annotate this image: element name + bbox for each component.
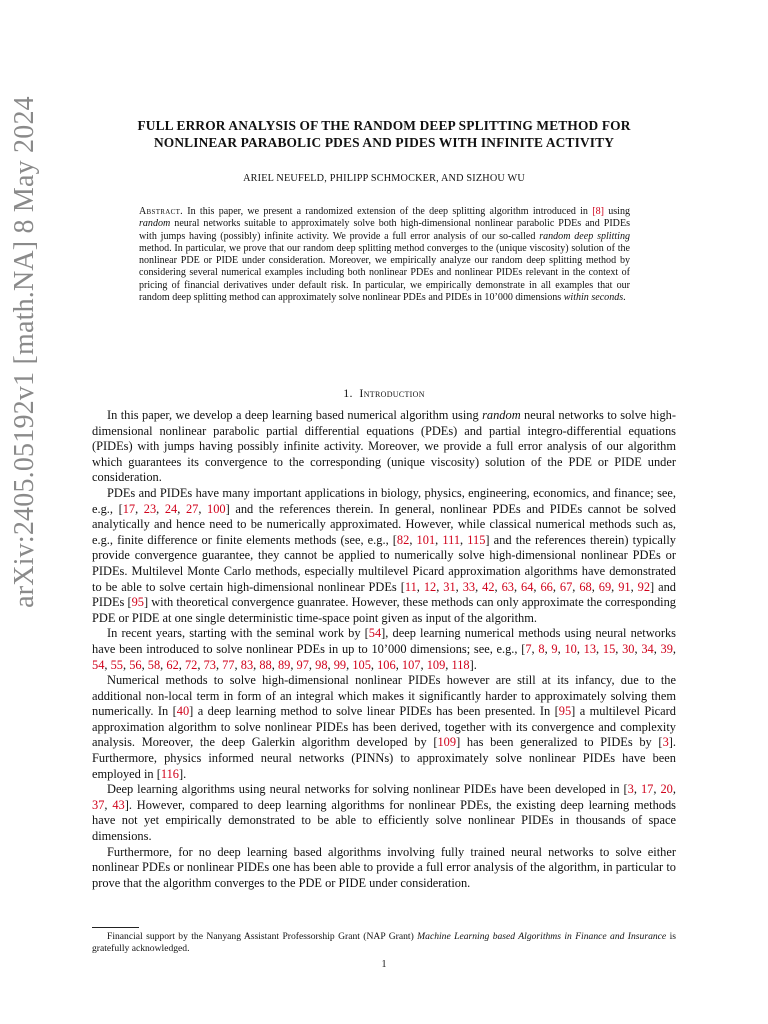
paragraph-text: ] a multilevel Picard approximation algorithm to solve nonlinear PIDEs has been derived, together with its convergence and complexity analysis. Moreover, the deep Galerkin algorithm developed by [	[92, 704, 676, 750]
citation-link[interactable]: 55	[110, 657, 123, 672]
citation-link[interactable]: 15	[602, 641, 616, 656]
paragraph-6: Furthermore, for no deep learning based algorithms involving fully trained neural networks to solve either nonlinear PDEs or nonlinear PIDEs one has been able to provide a full error analysis of the algorithm, in particular to prove that the algorithm converges to the PDE or PIDE under consideration.	[92, 844, 676, 890]
citation-list: 3, 17, 20, 37, 43	[92, 782, 676, 812]
abstract-emphasis: random deep splitting	[539, 230, 631, 242]
section-heading	[90, 386, 678, 401]
citation-link[interactable]: 118	[451, 657, 470, 672]
citation-link[interactable]: 33	[462, 579, 476, 594]
citation-link[interactable]: 8	[538, 641, 545, 656]
abstract-emphasis: within seconds	[563, 292, 624, 304]
abstract-text: neural networks suitable to approximately solve both high-dimensional nonlinear parabolic PDEs and PIDEs with jumps having (possibly) infinite activity. We provide a full error analysis of our so-called	[139, 218, 630, 242]
citation-link[interactable]: 27	[185, 501, 199, 516]
citation-list: 11, 12, 31, 33, 42, 63, 64, 66, 67, 68, 69, 91, 92	[404, 579, 651, 594]
citation-link[interactable]: 11	[404, 579, 417, 594]
emphasis: random	[482, 408, 521, 422]
citation-link[interactable]: 3	[627, 782, 634, 797]
paragraph-text: ] and the references therein) typically provide convergence guarantee, they cannot be applied to numerically solve high-dimensional nonlinear PDEs or PIDEs. Multilevel Monte Carlo methods, especially multilevel Picard approximation algorithms have demonstrated to be able to solve certain high-dimensional nonlinear PDEs [	[92, 532, 676, 594]
paper-title	[90, 117, 678, 151]
citation-link[interactable]: 34	[641, 641, 654, 656]
paragraph-text: ] and the references therein. In general, nonlinear PDEs and PIDEs cannot be solved analytically and hence need to be numerically approximated. However, while classical numerical methods such as, e.g., finite difference or finite elements methods (see, e.g., [	[92, 501, 676, 547]
paragraph-text: ] a deep learning method to solve linear PIDEs has been presented. In [	[189, 704, 559, 719]
citation-link[interactable]: 101	[416, 532, 436, 547]
citation-link[interactable]: 73	[203, 657, 216, 672]
citation-link[interactable]: 39	[660, 641, 673, 656]
footnote-rule	[92, 927, 139, 928]
footnote	[92, 931, 676, 955]
citation-link[interactable]: 109	[426, 657, 446, 672]
citation-link[interactable]: 17	[122, 501, 136, 516]
citation-link[interactable]: 109	[437, 735, 457, 750]
citation-link[interactable]: 17	[640, 782, 654, 797]
citation-link[interactable]: 89	[277, 657, 291, 672]
citation-link[interactable]: 116	[160, 766, 179, 781]
section-number: 1.	[343, 386, 353, 400]
paragraph-2: PDEs and PIDEs have many important applications in biology, physics, engineering, economics, and finance; see, e.g., [17, 23, 24, 27, 100] and the references therein. In general, nonlinear PDEs and PIDEs cannot be solved analytically and hence need to be numerically approximated. However, while classical numerical methods such as, e.g., finite difference or finite elements methods (see, e.g., [82, 101, 111, 115] and the references therein) typically provide convergence guarantee, they cannot be applied to numerically solve high-dimensional nonlinear PDEs or PIDEs. Multilevel Monte Carlo methods, especially multilevel Picard approximation algorithms have demonstrated to be able to solve certain high-dimensional nonlinear PDEs [11, 12, 31, 33, 42, 63, 64, 66, 67, 68, 69, 91, 92] and PIDEs [95] with theoretical convergence guanratee. However, these methods can only approximate the corresponding PDE or PIDE at one single deterministic time-space point given as input of the algorithm.	[92, 485, 676, 625]
paragraph-5	[92, 782, 676, 844]
paragraph-text: ].	[178, 766, 187, 781]
citation-link[interactable]: 58	[147, 657, 161, 672]
paragraph-text: ] has been generalized to PIDEs by [	[456, 735, 663, 750]
paragraph-text: ] with theoretical convergence guanratee. However, these methods can only approximate the corresponding PDE or PIDE at one single deterministic time-space point given as input of the algorithm.	[92, 595, 676, 625]
abstract-text: .	[623, 292, 626, 304]
title-line-1: FULL ERROR ANALYSIS OF THE RANDOM DEEP SPLITTING METHOD FOR	[137, 118, 631, 133]
citation-link[interactable]: 10	[564, 641, 577, 656]
paragraph-text: ] and PIDEs [	[92, 579, 676, 610]
citation-link[interactable]: 100	[207, 501, 226, 516]
citation-link[interactable]: 54	[92, 657, 105, 672]
citation-link[interactable]: 31	[443, 579, 456, 594]
section-title: Introduction	[359, 386, 425, 400]
citation-link[interactable]: 37	[92, 797, 105, 812]
citation-link[interactable]: 105	[352, 657, 371, 672]
footnote-emphasis: Machine Learning based Algorithms in Finance and Insurance	[417, 931, 667, 942]
paragraph-text: ]. Furthermore, physics informed neural networks (PINNs) to approximately solve nonlinear PIDEs have been employed in [	[92, 735, 676, 781]
citation-link[interactable]: 91	[618, 579, 631, 594]
paragraph-3	[92, 626, 676, 673]
citation-link[interactable]: 20	[660, 782, 673, 797]
citation-link[interactable]: 99	[333, 657, 347, 672]
citation-link[interactable]: 40	[176, 704, 190, 719]
citation-link[interactable]: 13	[583, 641, 597, 656]
citation-list: 7, 8, 9, 10, 13, 15, 30, 34, 39, 54, 55, 56, 58, 62, 72, 73, 77, 83, 88, 89, 97, 98, 99, 105, 106, 107, 109, 118	[92, 641, 677, 672]
paragraph-text: Deep learning algorithms using neural networks for solving nonlinear PIDEs have been developed in [	[107, 782, 628, 797]
paragraph-text: Numerical methods to solve high-dimensional nonlinear PIDEs however are still at its infancy, due to the additional non-local term in form of an integral which makes it significantly harder to approximately solving them numerically. In [	[92, 673, 676, 719]
paragraph-text: ], deep learning numerical methods using neural networks have been introduced to solve nonlinear PDEs in up to 10’000 dimensions; see, e.g., [	[92, 626, 676, 656]
citation-link[interactable]: 88	[259, 657, 272, 672]
citation-link[interactable]: 69	[598, 579, 612, 594]
citation-link[interactable]: 77	[222, 657, 235, 672]
citation-link[interactable]: 115	[467, 532, 486, 547]
citation-link[interactable]: 23	[143, 501, 157, 516]
citation-link[interactable]: 107	[401, 657, 421, 672]
title-line-2: NONLINEAR PARABOLIC PDES AND PIDES WITH INFINITE ACTIVITY	[153, 135, 615, 150]
citation-link[interactable]: 66	[540, 579, 553, 594]
citation-link[interactable]: 54	[368, 626, 382, 641]
paragraph-text: In recent years, starting with the seminal work by [	[107, 626, 369, 641]
author-list: ARIEL NEUFELD, PHILIPP SCHMOCKER, AND SIZHOU WU	[243, 173, 525, 184]
abstract-emphasis: random	[139, 218, 171, 230]
paragraph-text: In this paper, we develop a deep learning based numerical algorithm using	[107, 408, 483, 422]
citation-link[interactable]: 72	[184, 657, 198, 672]
paragraph-text: ]. However, compared to deep learning algorithms for nonlinear PDEs, the existing deep learning methods have not yet empirically demonstrated to be able to efficiently solve nonlinear PIDEs in thousands of space dimensions.	[92, 797, 676, 844]
citation-link[interactable]: 64	[521, 579, 534, 594]
citation-link[interactable]: 97	[296, 657, 309, 672]
abstract-text: using	[603, 206, 630, 217]
main-text	[92, 408, 676, 891]
abstract-label: Abstract.	[139, 206, 183, 217]
citation-link[interactable]: 92	[637, 579, 651, 594]
citation-link[interactable]: 42	[482, 579, 495, 594]
citation-link[interactable]: 106	[377, 657, 396, 672]
citation-link[interactable]: 30	[622, 641, 635, 656]
citation-link[interactable]: 95	[558, 704, 572, 719]
paragraph-text: ].	[469, 657, 477, 672]
citation-link[interactable]: 12	[423, 579, 437, 594]
abstract-text: method. In particular, we prove that our random deep splitting method converges to the (unique viscosity) solution of the nonlinear PDE or PIDE under consideration. Moreover, we empirically analyze our random deep splitting method by considering several numerical examples including both nonlinear PDEs and nonlinear PIDEs relevant in the context of pricing of financial derivatives under default risk. In particular, we empirically demonstrate in all examples that our random deep splitting method can approximately solve nonlinear PDEs and PIDEs in 10’000 dimensions	[139, 242, 630, 304]
citation-link[interactable]: [8]	[592, 206, 604, 217]
citation-link[interactable]: 62	[166, 657, 179, 672]
citation-link[interactable]: 111	[442, 532, 461, 547]
citation-link[interactable]: 98	[315, 657, 328, 672]
footnote-plain: Financial support by the Nanyang Assistant Professorship Grant (NAP Grant)	[107, 931, 418, 942]
citation-link[interactable]: 82	[396, 532, 410, 547]
page-number: 1	[381, 959, 387, 970]
footnote-plain: is gratefully acknowledged.	[92, 931, 676, 955]
paragraph-text: neural networks to solve high-dimensional nonlinear parabolic partial differential equations (PDEs) and partial integro-differential equations (PIDEs) with jumps having possibly infinite activity. Moreover, we provide a full error analysis of our algorithm which guarantees its convergence to the corresponding (unique viscosity) solution of the PDE or PIDE under consideration.	[92, 408, 676, 485]
citation-link[interactable]: 56	[129, 657, 142, 672]
citation-link[interactable]: 3	[662, 735, 669, 750]
citation-link[interactable]: 43	[112, 797, 125, 812]
footnote-text	[92, 931, 676, 955]
abstract-text: In this paper, we present a randomized extension of the deep splitting algorithm introduced in	[182, 206, 593, 217]
citation-link[interactable]: 95	[131, 595, 144, 610]
citation-link[interactable]: 9	[551, 641, 558, 656]
citation-link[interactable]: 7	[525, 641, 532, 656]
paragraph-4	[92, 673, 676, 782]
citation-link[interactable]: 63	[501, 579, 514, 594]
citation-link[interactable]: 68	[579, 579, 592, 594]
citation-link[interactable]: 67	[559, 579, 573, 594]
citation-link[interactable]: 24	[164, 501, 178, 516]
arxiv-identifier: arXiv:2405.05192v1 [math.NA] 8 May 2024	[9, 96, 40, 608]
paragraph-text: PDEs and PIDEs have many important applications in biology, physics, engineering, economics, and finance; see, e.g., [	[92, 485, 676, 516]
paragraph-1	[92, 408, 676, 486]
abstract	[139, 206, 630, 304]
citation-link[interactable]: 83	[240, 657, 254, 672]
